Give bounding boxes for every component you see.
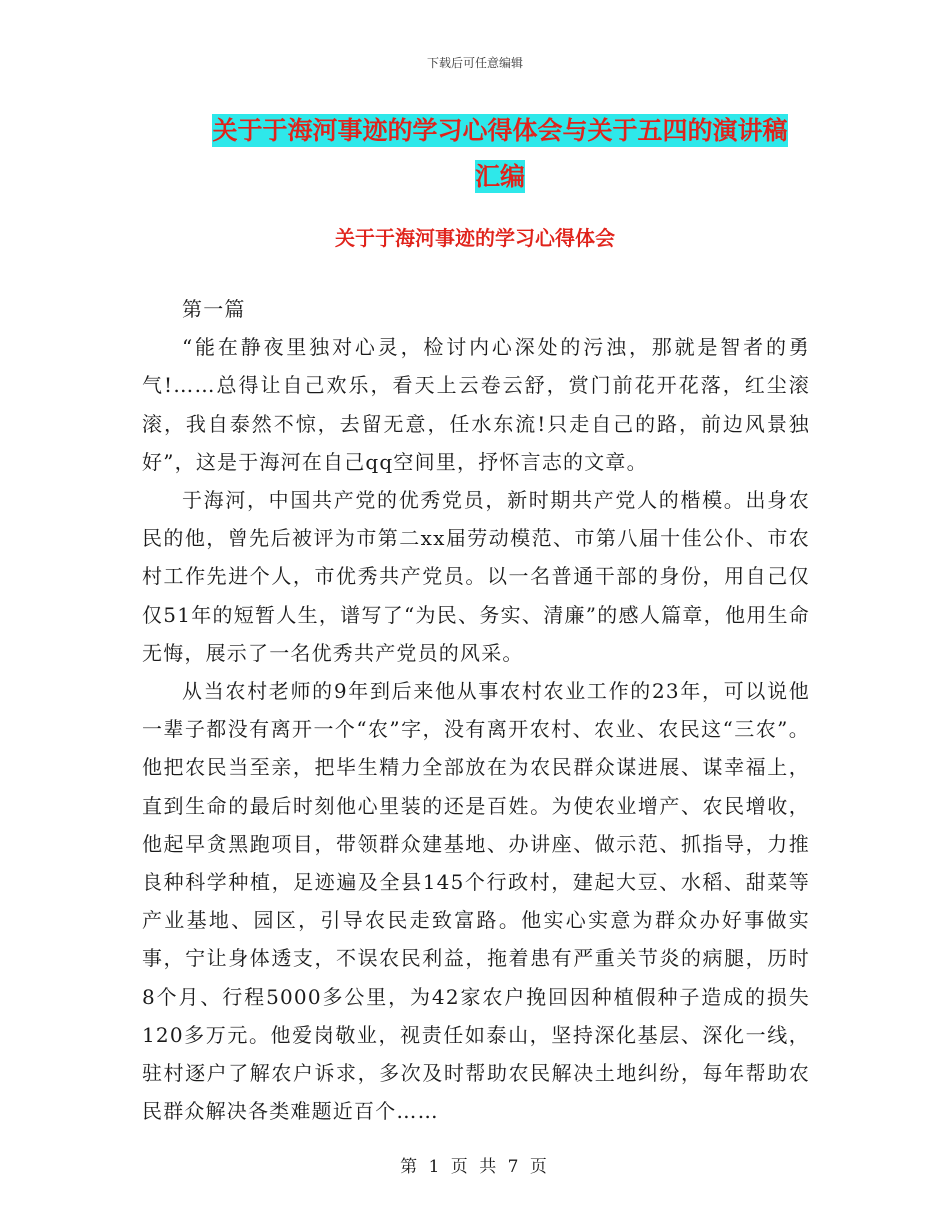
- document-body: [142, 290, 810, 1130]
- paragraph: 于海河，中国共产党的优秀党员，新时期共产党人的楷模。出身农民的他，曾先后被评为市第二xx届劳动模范、市第八届十佳公仆、市农村工作先进个人，市优秀共产党员。以一名普通干部的身份，用自己仅仅51年的短暂人生，谱写了“为民、务实、清廉”的感人篇章，他用生命无悔，展示了一名优秀共产党员的风采。: [142, 488, 810, 665]
- document-title-line1: 关于于海河事迹的学习心得体会与关于五四的演讲稿: [212, 116, 788, 145]
- paragraph: 从当农村老师的9年到后来他从事农村农业工作的23年，可以说他一辈子都没有离开一个“农”字，没有离开农村、农业、农民这“三农”。他把农民当至亲，把毕生精力全部放在为农民群众谋进展、谋幸福上，直到生命的最后时刻他心里装的还是百姓。为使农业增产、农民增收，他起早贪黑跑项目，带领群众建基地、办讲座、做示范、抓指导，力推良种科学种植，足迹遍及全县145个行政村，建起大豆、水稻、甜菜等产业基地、园区，引导农民走致富路。他实心实意为群众办好事做实事，宁让身体透支，不误农民利益，拖着患有严重关节炎的病腿，历时8个月、行程5000多公里，为42家农户挽回因种植假种子造成的损失120多万元。他爱岗敬业，视责任如泰山，坚持深化基层、深化一线，驻村逐户了解农户诉求，多次及时帮助农民解决土地纠纷，每年帮助农民群众解决各类难题近百个……: [142, 679, 810, 1124]
- header-note: 下载后可任意编辑: [426, 56, 523, 70]
- document-title-line2: 汇编: [474, 162, 525, 191]
- paragraph: “能在静夜里独对心灵，检讨内心深处的污浊，那就是智者的勇气!……总得让自己欢乐，看天上云卷云舒，赏门前花开花落，红尘滚滚，我自泰然不惊，去留无意，任水东流!只走自己的路，前边风景独好”，这是于海河在自己qq空间里，抒怀言志的文章。: [142, 335, 810, 474]
- part-label: 第一篇: [182, 297, 246, 321]
- document-title: [140, 108, 860, 200]
- page-number: 第 1 页 共 7 页: [400, 1157, 550, 1177]
- section-title: 关于于海河事迹的学习心得体会: [335, 226, 615, 250]
